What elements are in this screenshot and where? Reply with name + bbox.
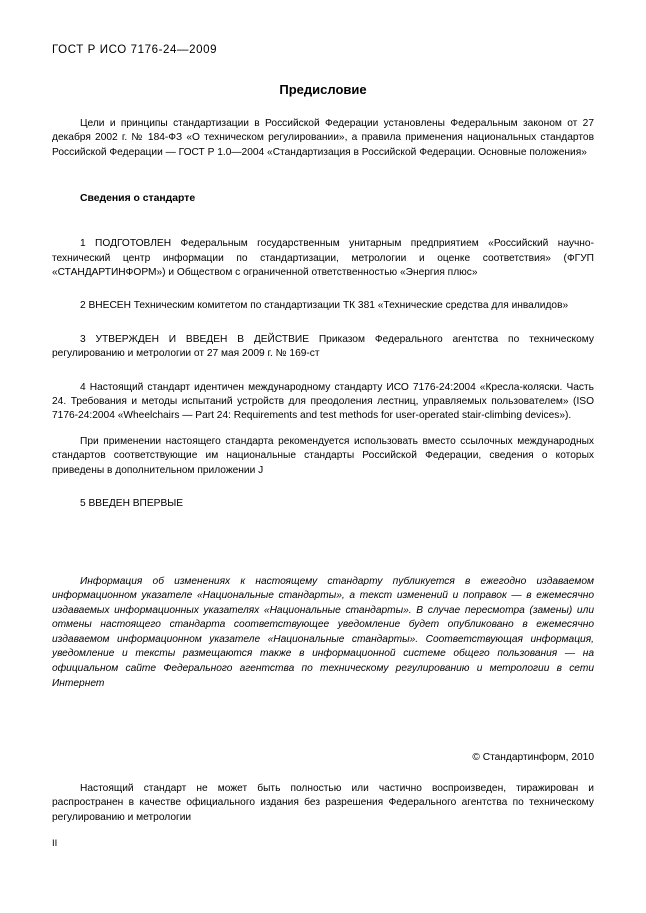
clause-item-4: 4 Настоящий стандарт идентичен международному стандарту ИСО 7176-24:2004 «Кресла-коляски. Часть 24. Требования и методы испытаний устройств для преодоления лестниц, управляемых пользователем» (ISO 7176-24:2004 «Wheelchairs — Part 24: Requirements and test methods for user-operated stair-climbing devices»). <box>52 381 594 422</box>
clause-item-4-note: При применении настоящего стандарта рекомендуется использовать вместо ссылочных международных стандартов соответствующие им национальные стандарты Российской Федерации, сведения о которых приведены в дополнительном приложении J <box>52 435 594 476</box>
clause-item-3: 3 УТВЕРЖДЕН И ВВЕДЕН В ДЕЙСТВИЕ Приказом Федерального агентства по техническому регулированию и метрологии от 27 мая 2009 г. № 169-ст <box>52 333 594 360</box>
spacer-before-notice <box>52 523 594 557</box>
spacer-before-notice-2 <box>52 557 594 575</box>
clause-item-2: 2 ВНЕСЕН Техническим комитетом по стандартизации ТК 381 «Технические средства для инвалидов» <box>80 300 569 312</box>
page-title: Предисловие <box>279 82 367 97</box>
page-content <box>52 44 594 691</box>
spacer-3 <box>52 373 594 381</box>
spacer-after-heading <box>52 215 594 237</box>
section-heading-standard-info: Сведения о стандарте <box>80 193 196 205</box>
spacer-4 <box>52 489 594 497</box>
page-number: II <box>52 838 58 849</box>
spacer-1 <box>52 291 594 299</box>
spacer-after-intro <box>52 171 594 193</box>
copyright-line: © Стандартинформ, 2010 <box>472 752 594 763</box>
intro-paragraph: Цели и принципы стандартизации в Российской Федерации установлены Федеральным законом от 27 декабря 2002 г. № 184-ФЗ «О техническом регулировании», а правила применения национальных стандартов Российской Федерации — ГОСТ Р 1.0—2004 «Стандартизация в Российской Федерации. Основные положения» <box>52 118 594 158</box>
changes-notice: Информация об изменениях к настоящему стандарту публикуется в ежегодно издаваемом информационном указателе «Национальные стандарты», а текст изменений и поправок — в ежемесячно издаваемых информационных указателях «Национальные стандарты». В случае пересмотра (замены) или отмены настоящего стандарта соответствующее уведомление будет опубликовано в ежемесячно издаваемом информационном указателе «Национальные стандарты». Соответствующая информация, уведомление и тексты размещаются также в информационной системе общего пользования — на официальном сайте Федерального агентства по техническому регулированию и метрологии в сети Интернет <box>52 575 594 689</box>
clause-item-1: 1 ПОДГОТОВЛЕН Федеральным государственным унитарным предприятием «Российский научно-технический центр информации по стандартизации, метрологии и оценке соответствия» (ФГУП «СТАНДАРТИНФОРМ») и Обществом с ограниченной ответственностью «Энергия плюс» <box>52 238 594 279</box>
document-standard-number: ГОСТ Р ИСО 7176-24—2009 <box>52 44 218 56</box>
clause-item-5: 5 ВВЕДЕН ВПЕРВЫЕ <box>80 498 184 510</box>
reproduction-note: Настоящий стандарт не может быть полностью или частично воспроизведен, тиражирован и распространен в качестве официального издания без разрешения Федерального агентства по техническому регулированию и метрологии <box>52 783 594 823</box>
spacer-2 <box>52 325 594 333</box>
